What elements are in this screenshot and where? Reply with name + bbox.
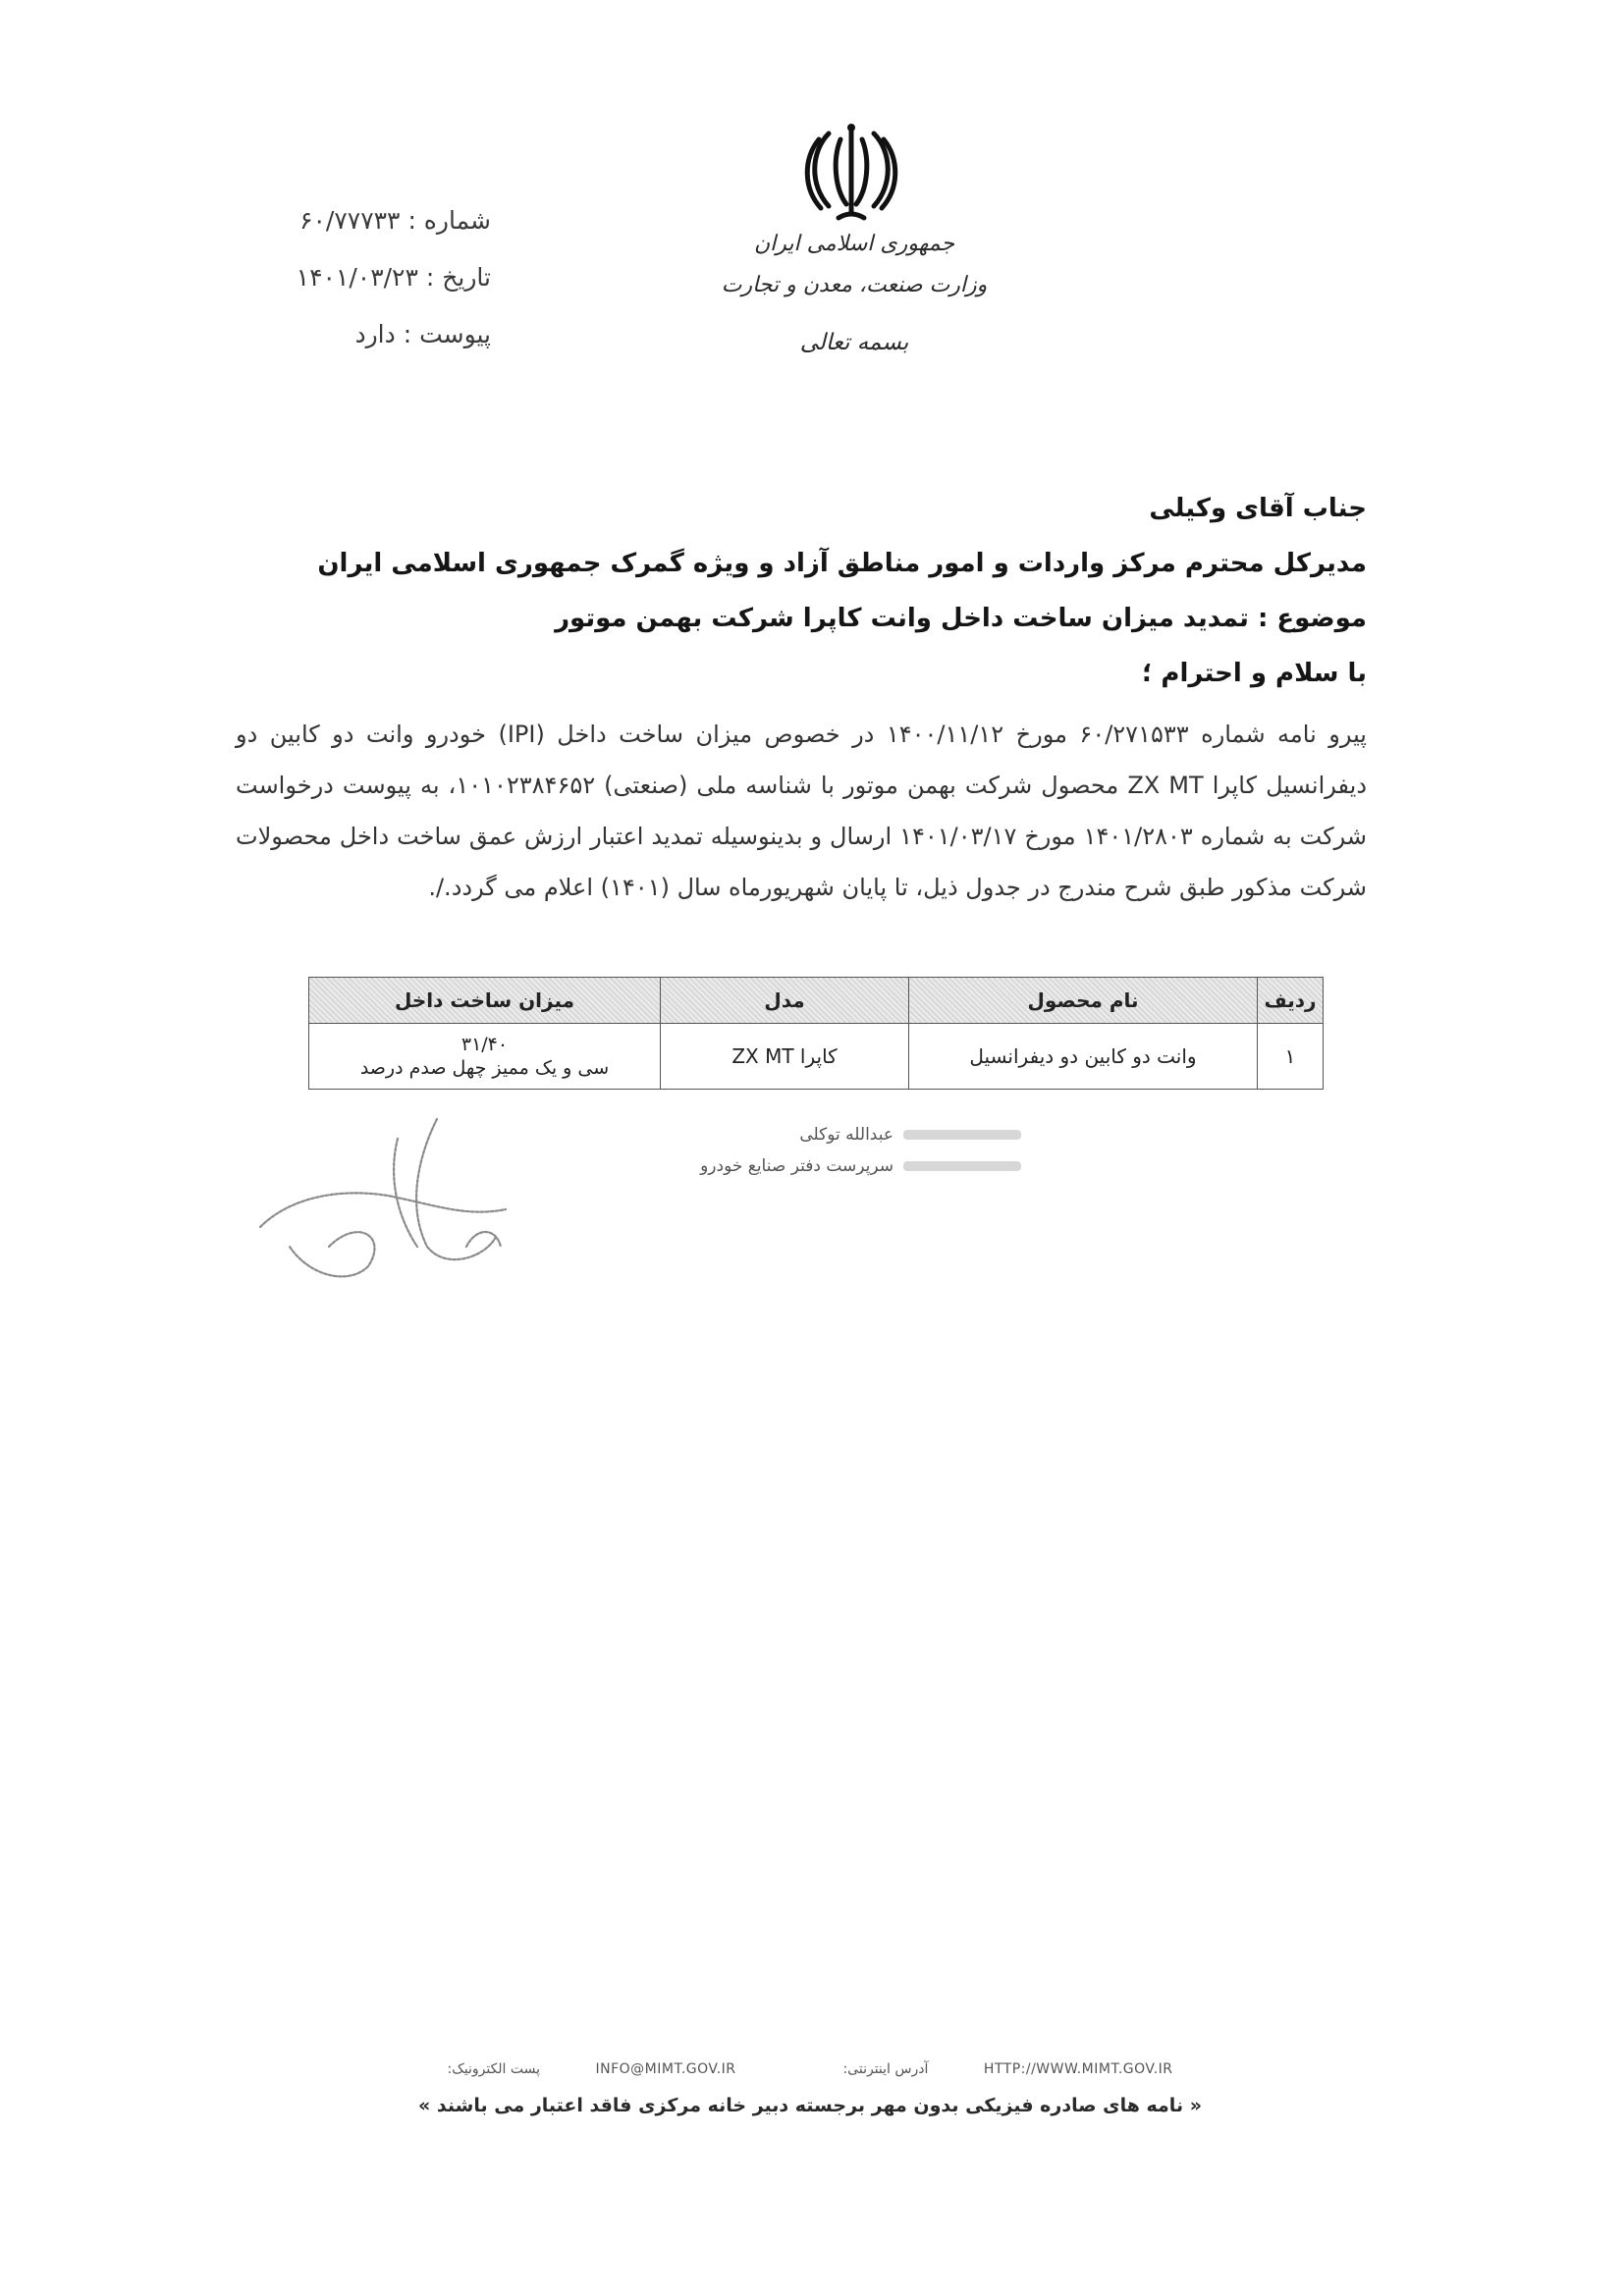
col-ipi: میزان ساخت داخل [309,978,661,1024]
ministry-header [707,224,1001,363]
cell-model: کاپرا ZX MT [661,1024,909,1090]
table-row [309,1024,1324,1090]
meta-date [196,249,491,306]
meta-date-value: ۱۴۰۱/۰۳/۲۳ [296,263,418,292]
signature-name: عبدالله توکلی [799,1125,893,1145]
footer-email-group [421,2061,766,2077]
footer-email[interactable]: INFO@MIMT.GOV.IR [595,2061,736,2077]
invocation: بسمه تعالی [799,330,909,355]
greeting: با سلام و احترام ؛ [1141,659,1367,688]
signature-title: سرپرست دفتر صنایع خودرو [700,1156,893,1176]
cell-product-name: وانت دو کابین دو دیفرانسیل [909,1024,1258,1090]
footer-website[interactable]: HTTP://WWW.MIMT.GOV.IR [983,2061,1173,2077]
org-line-country: جمهوری اسلامی ایران [753,232,955,256]
recipient: جناب آقای وکیلی [1149,494,1367,523]
table-header-row [309,978,1324,1024]
cell-row-no: ۱ [1258,1024,1324,1090]
iran-emblem-icon [797,120,905,228]
recipient-title: مدیرکل محترم مرکز واردات و امور مناطق آزاد و ویژه گمرک جمهوری اسلامی ایران [317,549,1367,578]
cell-ipi [309,1024,661,1090]
letter-meta [196,192,491,363]
meta-number-label: شماره : [407,206,491,235]
cell-ipi-number: ۳۱/۴۰ [460,1034,509,1055]
org-line-ministry: وزارت صنعت، معدن و تجارت [721,273,988,297]
cell-ipi-words: سی و یک ممیز چهل صدم درصد [359,1057,610,1079]
col-model: مدل [661,978,909,1024]
col-product-name: نام محصول [909,978,1258,1024]
meta-date-label: تاریخ : [425,263,491,292]
meta-number-value: ۶۰/۷۷۷۳۳ [299,206,401,235]
subject: موضوع : تمدید میزان ساخت داخل وانت کاپرا شرکت بهمن موتور [555,604,1367,633]
footer-website-group [817,2061,1198,2077]
footer-website-label: آدرس اینترنتی: [842,2061,929,2077]
footer-note: « نامه های صادره فیزیکی بدون مهر برجسته دبیر خانه مرکزی فاقد اعتبار می باشند » [418,2095,1202,2116]
footer [353,2061,1267,2116]
letter-body [236,481,1367,913]
meta-number [196,192,491,249]
handwritten-signature [250,1099,565,1296]
meta-attachment-label: پیوست : [403,320,491,348]
meta-attachment [196,306,491,363]
col-row-no: ردیف [1258,978,1324,1024]
body-paragraph: پیرو نامه شماره ۶۰/۲۷۱۵۳۳ مورخ ۱۴۰۰/۱۱/۱۲ در خصوص میزان ساخت داخل (IPI) خودرو وانت دو کابین دو دیفرانسیل کاپرا ZX MT محصول شرکت بهمن موتور با شناسه ملی (صنعتی) ۱۰۱۰۲۳۸۴۶۵۲، به پیوست درخواست شرکت به شماره ۱۴۰۱/۲۸۰۳ مورخ ۱۴۰۱/۰۳/۱۷ ارسال و بدینوسیله تمدید اعتبار ارزش عمق ساخت داخل محصولات شرکت مذکور طبق شرح مندرج در جدول ذیل، تا پایان شهریورماه سال (۱۴۰۱) اعلام می گردد./. [236,721,1368,901]
footer-email-label: پست الکترونیک: [447,2061,541,2077]
meta-attachment-value: دارد [354,320,396,348]
ipi-table [308,977,1324,1090]
footer-contact [353,2061,1267,2077]
